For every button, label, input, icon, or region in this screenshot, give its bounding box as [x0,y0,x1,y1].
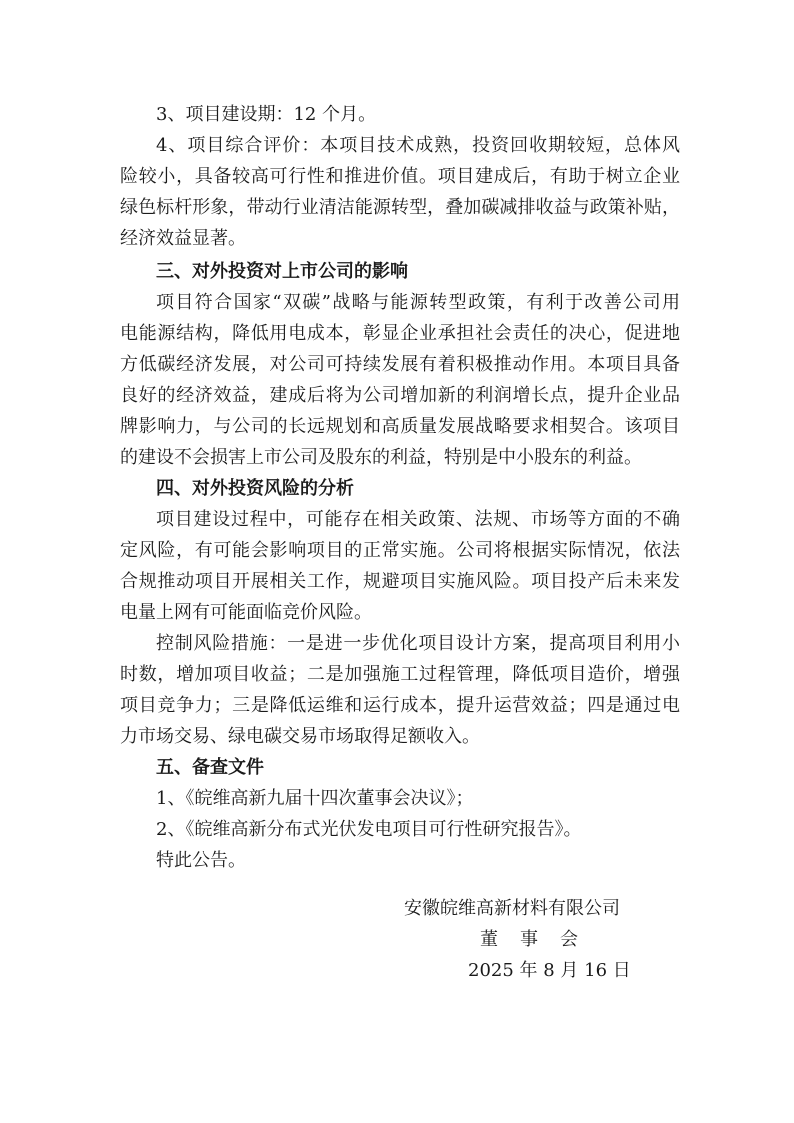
section-3-line-4: 良好的经济效益，建成后将为公司增加新的利润增长点，提升企业品 [120,385,680,406]
section-3-line-3: 方低碳经济发展，对公司可持续发展有着积极推动作用。本项目具备 [120,354,680,375]
signature-date: 2025 年 8 月 16 日 [468,960,631,981]
project-evaluation-line-3: 绿色标杆形象，带动行业清洁能源转型，叠加碳减排收益与政策补贴， [120,197,680,218]
section-4-para2-line-1: 控制风险措施：一是进一步优化项目设计方案，提高项目利用小 [156,633,680,654]
project-evaluation-line-2: 险较小，具备较高可行性和推进价值。项目建成后，有助于树立企业 [120,166,680,187]
section-4-para2-line-2: 时数，增加项目收益；二是加强施工过程管理，降低项目造价，增强 [120,664,680,685]
section-3-heading: 三、对外投资对上市公司的影响 [156,261,408,282]
section-4-para1-line-2: 定风险，有可能会影响项目的正常实施。公司将根据实际情况，依法 [120,540,680,561]
section-5-heading: 五、备查文件 [156,757,264,778]
section-3-line-1: 项目符合国家“双碳”战略与能源转型政策，有利于改善公司用 [156,292,680,313]
section-3-line-6: 的建设不会损害上市公司及股东的利益，特别是中小股东的利益。 [120,447,642,468]
section-4-para1-line-3: 合规推动项目开展相关工作，规避项目实施风险。项目投产后未来发 [120,571,680,592]
section-4-para2-line-3: 项目竞争力；三是降低运维和运行成本，提升运营效益；四是通过电 [120,695,680,716]
reference-doc-2: 2、《皖维高新分布式光伏发电项目可行性研究报告》。 [156,819,582,840]
closing-statement: 特此公告。 [156,850,246,871]
section-3-line-2: 电能源结构，降低用电成本，彰显企业承担社会责任的决心，促进地 [120,323,680,344]
section-4-para1-line-4: 电量上网有可能面临竞价风险。 [120,602,372,623]
project-duration-line: 3、项目建设期：12 个月。 [156,104,377,125]
section-3-line-5: 牌影响力，与公司的长远规划和高质量发展战略要求相契合。该项目 [120,416,680,437]
project-evaluation-line-4: 经济效益显著。 [120,228,246,249]
section-4-heading: 四、对外投资风险的分析 [156,478,354,499]
section-4-para2-line-4: 力市场交易、绿电碳交易市场取得足额收入。 [120,726,480,747]
signature-board: 董事会 [480,929,600,950]
signature-company: 安徽皖维高新材料有限公司 [404,898,620,919]
project-evaluation-line-1: 4、项目综合评价：本项目技术成熟，投资回收期较短，总体风 [156,135,680,156]
section-4-para1-line-1: 项目建设过程中，可能存在相关政策、法规、市场等方面的不确 [156,509,680,530]
reference-doc-1: 1、《皖维高新九届十四次董事会决议》； [156,788,474,809]
